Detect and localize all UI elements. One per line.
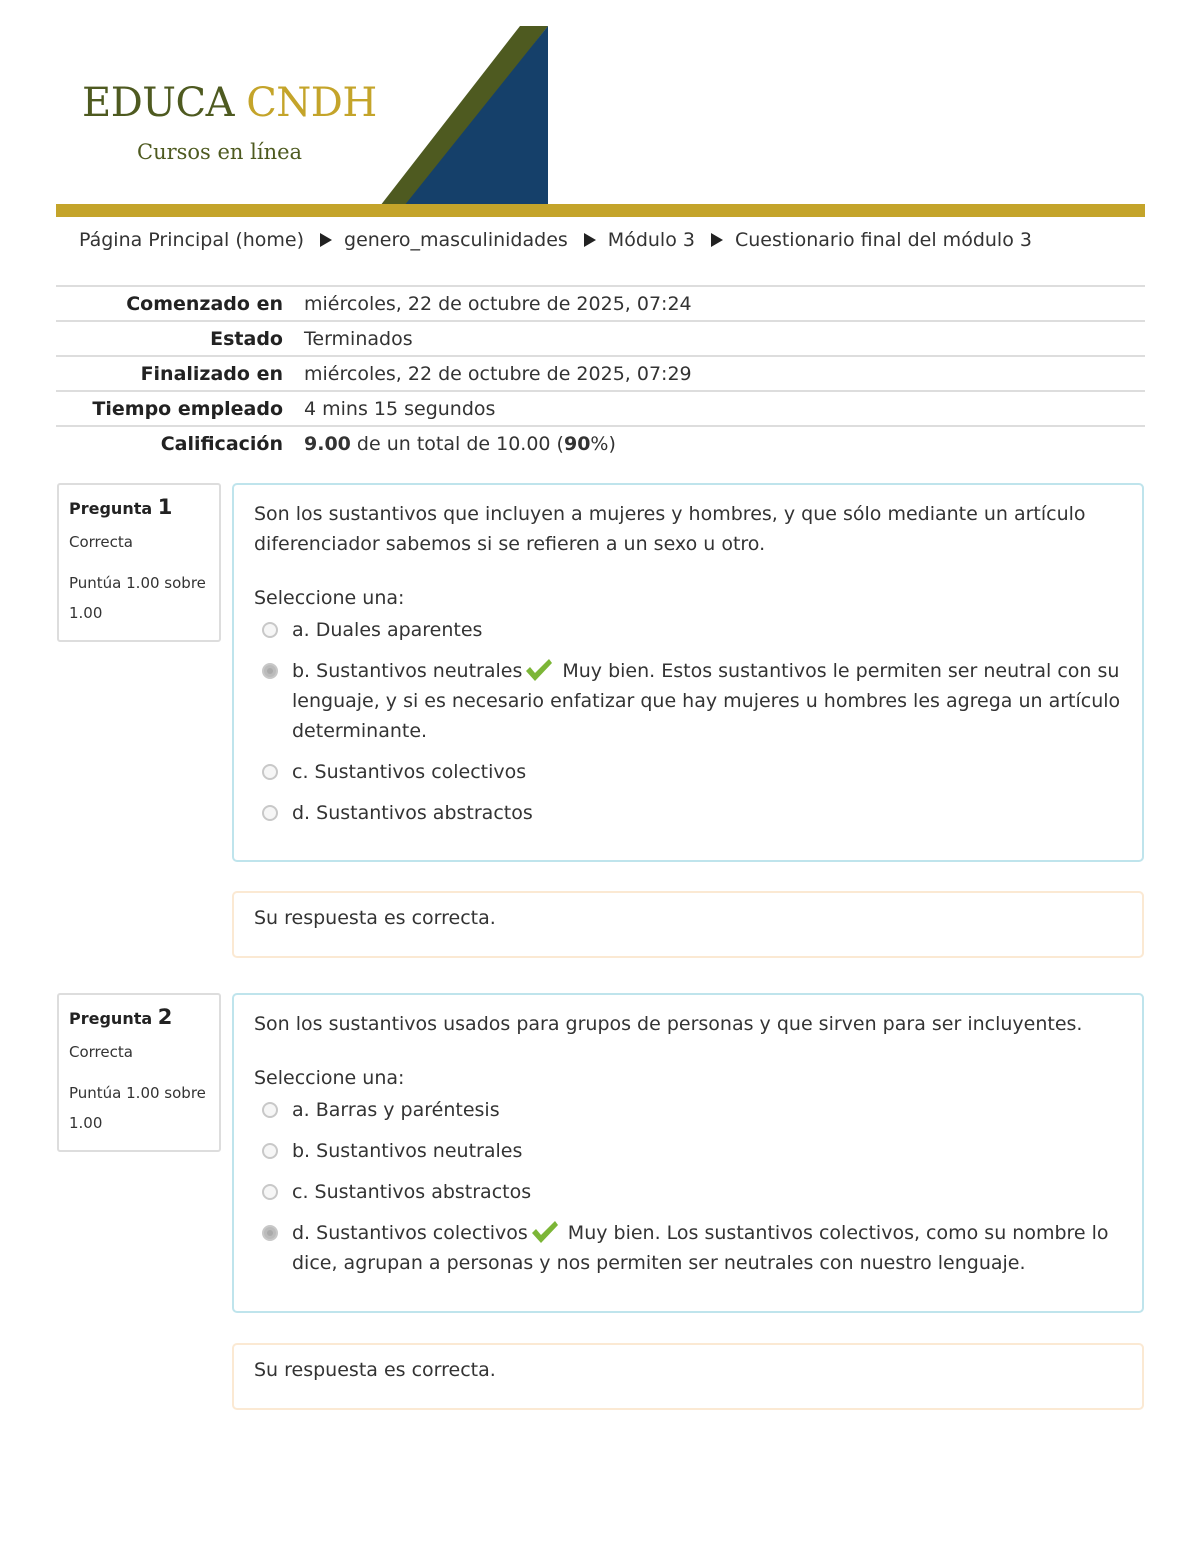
breadcrumb-quiz[interactable]: Cuestionario final del módulo 3 xyxy=(734,229,1032,251)
question-text: Son los sustantivos que incluyen a mujeres y hombres, y que sólo mediante un artículo diferenciador sabemos si se refieren a un sexo u otro. xyxy=(254,503,1086,555)
answer-option-d[interactable] xyxy=(254,798,1122,828)
radio-button-selected[interactable] xyxy=(262,1225,278,1241)
site-logo[interactable] xyxy=(82,80,377,126)
answer-prompt: Seleccione una: xyxy=(254,587,405,609)
question-info-1 xyxy=(57,483,221,642)
radio-button[interactable] xyxy=(262,622,278,638)
radio-button-selected[interactable] xyxy=(262,663,278,679)
question-outcome-2: Su respuesta es correcta. xyxy=(232,1343,1144,1410)
logo-educa-text: EDUCA xyxy=(82,80,234,126)
question-number xyxy=(69,495,219,519)
site-subtitle: Cursos en línea xyxy=(137,140,303,164)
header-divider-bar xyxy=(56,204,1145,217)
answer-option-c[interactable] xyxy=(254,1177,1122,1207)
logo-cndh-text: CNDH xyxy=(246,80,377,126)
grade-percent: 90 xyxy=(563,432,591,455)
summary-value: miércoles, 22 de octubre de 2025, 07:24 xyxy=(304,286,1145,321)
breadcrumb-arrow-icon xyxy=(320,233,332,247)
breadcrumb-module[interactable]: Módulo 3 xyxy=(607,229,695,251)
breadcrumb-course[interactable]: genero_masculinidades xyxy=(344,229,568,251)
answer-feedback: Muy bien. Los sustantivos colectivos, como su nombre lo dice, agrupan a personas y nos permiten ser neutrales con nuestro lenguaje. xyxy=(292,1222,1109,1274)
grade-total-text: de un total de 10.00 ( xyxy=(350,432,564,455)
question-label: Pregunta xyxy=(69,499,153,518)
radio-button[interactable] xyxy=(262,764,278,780)
answer-prompt: Seleccione una: xyxy=(254,1067,405,1089)
answer-option-d[interactable] xyxy=(254,1218,1122,1278)
radio-button[interactable] xyxy=(262,1102,278,1118)
summary-value: 4 mins 15 segundos xyxy=(304,391,1145,426)
attempt-summary-table xyxy=(56,285,1145,460)
answer-feedback: Muy bien. Estos sustantivos le permiten ser neutral con su lenguaje, y si es necesario enfatizar que hay mujeres u hombres les agrega un artículo determinante. xyxy=(292,660,1121,742)
radio-button[interactable] xyxy=(262,805,278,821)
question-mark: Puntúa 1.00 sobre 1.00 xyxy=(69,1084,206,1132)
summary-label: Calificación xyxy=(56,426,304,460)
answer-label: b. Sustantivos neutrales xyxy=(292,660,523,682)
summary-value: Terminados xyxy=(304,321,1145,356)
answer-label: b. Sustantivos neutrales xyxy=(292,1140,523,1162)
answer-label: c. Sustantivos abstractos xyxy=(292,1181,532,1203)
correct-check-icon xyxy=(524,657,554,683)
correct-check-icon xyxy=(530,1219,560,1245)
question-mark: Puntúa 1.00 sobre 1.00 xyxy=(69,574,206,622)
question-number xyxy=(69,1005,219,1029)
question-outcome-1: Su respuesta es correcta. xyxy=(232,891,1144,958)
question-formulation-2 xyxy=(232,993,1144,1313)
question-state: Correcta xyxy=(69,533,133,551)
answer-label: c. Sustantivos colectivos xyxy=(292,761,527,783)
summary-label: Finalizado en xyxy=(56,356,304,391)
summary-row-started xyxy=(56,286,1145,321)
summary-grade-value xyxy=(304,426,1145,460)
answer-option-a[interactable] xyxy=(254,615,1122,645)
answer-option-c[interactable] xyxy=(254,757,1122,787)
question-formulation-1 xyxy=(232,483,1144,862)
summary-label: Estado xyxy=(56,321,304,356)
summary-row-finished xyxy=(56,356,1145,391)
summary-row-state xyxy=(56,321,1145,356)
answer-label: d. Sustantivos abstractos xyxy=(292,802,533,824)
question-info-2 xyxy=(57,993,221,1152)
question-number-value: 2 xyxy=(157,1005,173,1029)
grade-score: 9.00 xyxy=(304,432,351,455)
answer-label: d. Sustantivos colectivos xyxy=(292,1222,528,1244)
answer-option-b[interactable] xyxy=(254,656,1122,746)
answer-label: a. Duales aparentes xyxy=(292,619,483,641)
answer-label: a. Barras y paréntesis xyxy=(292,1099,500,1121)
header-decoration xyxy=(380,24,550,206)
summary-row-grade xyxy=(56,426,1145,460)
summary-value: miércoles, 22 de octubre de 2025, 07:29 xyxy=(304,356,1145,391)
radio-button[interactable] xyxy=(262,1143,278,1159)
question-text: Son los sustantivos usados para grupos de personas y que sirven para ser incluyentes. xyxy=(254,1013,1083,1035)
breadcrumb-arrow-icon xyxy=(584,233,596,247)
question-number-value: 1 xyxy=(157,495,173,519)
radio-button[interactable] xyxy=(262,1184,278,1200)
breadcrumb-home[interactable]: Página Principal (home) xyxy=(79,229,305,251)
question-state: Correcta xyxy=(69,1043,133,1061)
breadcrumb-arrow-icon xyxy=(711,233,723,247)
answer-option-b[interactable] xyxy=(254,1136,1122,1166)
grade-percent-close: %) xyxy=(590,432,616,455)
answer-option-a[interactable] xyxy=(254,1095,1122,1125)
breadcrumb xyxy=(79,229,1032,251)
summary-label: Comenzado en xyxy=(56,286,304,321)
question-label: Pregunta xyxy=(69,1009,153,1028)
summary-label: Tiempo empleado xyxy=(56,391,304,426)
summary-row-time xyxy=(56,391,1145,426)
